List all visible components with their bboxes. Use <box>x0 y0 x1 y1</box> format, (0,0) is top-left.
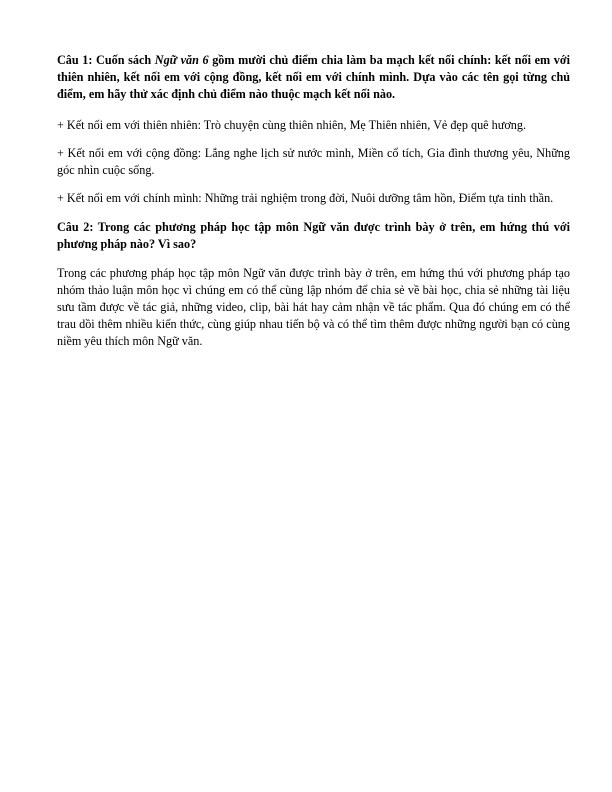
bullet-nature: + Kết nối em với thiên nhiên: Trò chuyện cùng thiên nhiên, Mẹ Thiên nhiên, Vẻ đẹp quê hương. <box>57 118 526 132</box>
bullet-self: + Kết nối em với chính mình: Những trải nghiệm trong đời, Nuôi dưỡng tâm hồn, Điểm tựa tinh thần. <box>57 191 554 205</box>
bullet-community: + Kết nối em với cộng đồng: Lắng nghe lịch sử nước mình, Miền cổ tích, Gia đình thương yêu, Những góc nhìn cuộc sống. <box>57 146 570 177</box>
book-title: Ngữ văn 6 <box>154 53 209 67</box>
question-1-suffix: gồm mười chủ điểm chia làm ba mạch kết nối chính: kết nối em với thiên nhiên, kết nối em với cộng đồng, kết nối em với chính mình. Dựa vào các tên gọi từng chủ điểm, em hãy thử xác định chủ điểm nào thuộc mạch kết nối nào. <box>57 53 570 101</box>
question-1-prefix: Câu 1: Cuốn sách <box>57 53 155 67</box>
question-2: Câu 2: Trong các phương pháp học tập môn Ngữ văn được trình bày ở trên, em hứng thú với phương pháp nào? Vì sao? <box>57 220 570 251</box>
question-1 <box>57 52 570 103</box>
document-page <box>57 52 570 350</box>
answer-2: Trong các phương pháp học tập môn Ngữ văn được trình bày ở trên, em hứng thú với phương pháp tạo nhóm thảo luận môn học vì chúng em có thể cùng lập nhóm để chia sẻ về bài học, chia sẻ những tài liệu sưu tầm được về tác giả, những video, clip, bài hát hay cảm nhận về tác phẩm. Qua đó chúng em có thể trau dồi thêm nhiều kiến thức, cùng giúp nhau tiến bộ và có thể tìm thêm được những người bạn có cùng niềm yêu thích môn Ngữ văn. <box>57 266 570 348</box>
